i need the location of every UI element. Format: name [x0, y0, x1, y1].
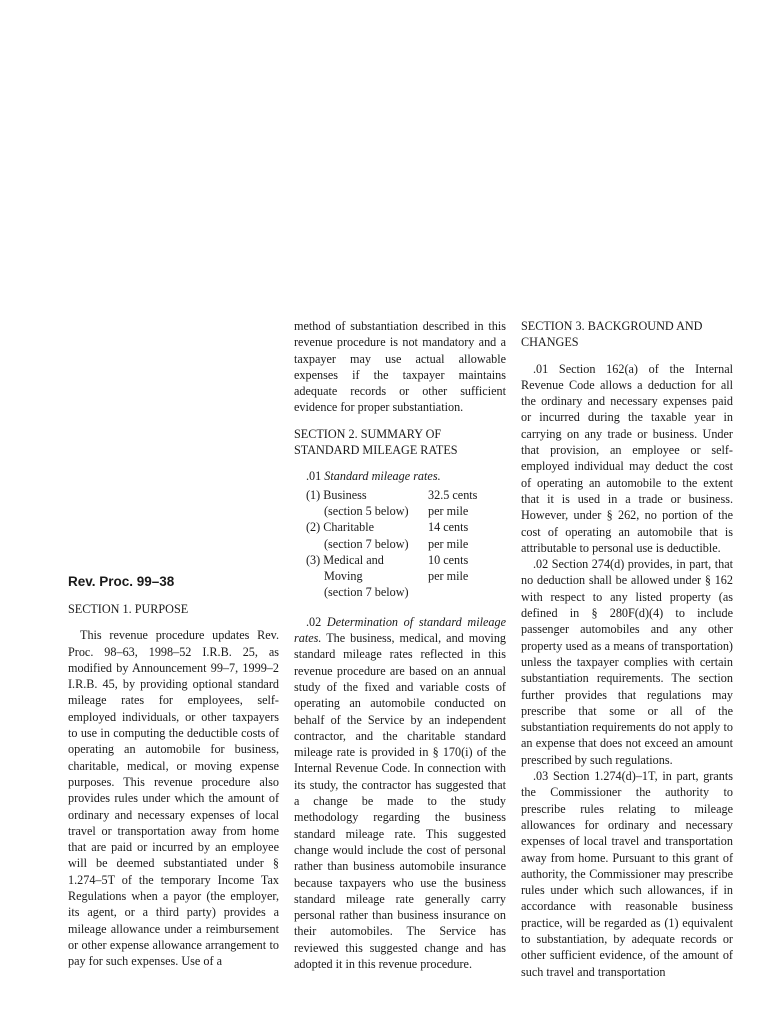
- column-3: [521, 318, 733, 980]
- subsection-01-heading: [294, 468, 506, 484]
- section-2-heading-line-1: SECTION 2. SUMMARY OF: [294, 426, 442, 441]
- subsection-01-number: .01: [306, 469, 322, 484]
- rate-value: 10 cents: [428, 552, 469, 567]
- rate-row-business-sub: [306, 503, 506, 519]
- rate-unit: per mile: [428, 503, 469, 518]
- rate-row-charitable: [306, 519, 506, 535]
- rate-value: 32.5 cents: [428, 487, 478, 502]
- subsection-01-title: Standard mileage rates.: [324, 469, 441, 484]
- rate-row-business: [306, 487, 506, 503]
- rate-label: (2) Charitable: [306, 520, 375, 535]
- document-title: Rev. Proc. 99–38: [68, 574, 175, 589]
- rate-row-charitable-sub: [306, 536, 506, 552]
- rate-label: (1) Business: [306, 487, 367, 502]
- rate-row-medical-sub: [306, 584, 506, 600]
- rate-section-ref: (section 7 below): [324, 536, 409, 551]
- subsection-02-paragraph: [294, 614, 506, 973]
- rate-unit: per mile: [428, 536, 469, 551]
- section-2-heading-line-2: STANDARD MILEAGE RATES: [294, 443, 458, 458]
- column-1: [68, 574, 279, 970]
- section-3-paragraph-02: .02 Section 274(d) provides, in part, that no deduction shall be allowed under § 162 with respect to any listed property (as defined in § 280F(d)(4) to include passenger automobiles and any other property used as a means of transportation) unless the taxpayer complies with certain substantiation requirements. The section further provides that regulations may prescribe that some or all of the substantiation requirements do not apply to an expense that does not exceed an amount prescribed by such regulations.: [521, 557, 733, 767]
- section-1-heading: SECTION 1. PURPOSE: [68, 602, 189, 616]
- rate-unit: per mile: [428, 569, 469, 584]
- subsection-02-number: .02: [306, 614, 322, 629]
- section-1-paragraph: This revenue procedure updates Rev. Proc. 98–63, 1998–52 I.R.B. 25, as modified by Announcement 99–7, 1999–2 I.R.B. 45, by providing optional standard mileage rates for employees, self-employed individuals, or other taxpayers to use in computing the deductible costs of operating an automobile for business, charitable, medical, or moving expense purposes. This revenue procedure also provides rules under which the amount of ordinary and necessary expenses of local travel or transportation away from home that are paid or incurred by an employee will be deemed substantiated under § 1.274–5T of the temporary Income Tax Regulations when a payor (the employer, its agent, or a third party) provides a mileage allowance under a reimbursement or other expense allowance arrangement to pay for such expenses. Use of a: [68, 628, 279, 969]
- rate-section-ref: (section 5 below): [324, 503, 409, 518]
- subsection-02-title: Determination of standard mileage rates.: [294, 614, 506, 646]
- mileage-rates-table: [306, 487, 506, 601]
- section-3-heading-line-2: CHANGES: [521, 335, 579, 350]
- column-2: [294, 318, 506, 972]
- rate-value: 14 cents: [428, 520, 469, 535]
- rate-section-ref: (section 7 below): [324, 585, 409, 600]
- section-3-paragraph-01: .01 Section 162(a) of the Internal Revenue Code allows a deduction for all the ordinary and necessary expenses paid or incurred during the taxable year in carrying on any trade or business. Under that provision, an employee or self-employed individual may deduct the cost of operating an automobile to the extent that it is used in a trade or business. However, under § 262, no portion of the cost of operating an automobile that is attributable to personal use is deductible.: [521, 361, 733, 555]
- rate-row-medical: [306, 552, 506, 568]
- continued-paragraph: method of substantiation described in this revenue procedure is not mandatory and a taxpayer may use actual allowable expenses if the taxpayer maintains adequate records or other sufficient evidence for proper substantiation.: [294, 319, 506, 415]
- section-3-paragraph-03: .03 Section 1.274(d)–1T, in part, grants the Commissioner the authority to prescribe rules relating to mileage allowances for ordinary and necessary expenses of local travel and transportation away from home. Pursuant to this grant of authority, the Commissioner may prescribe rules under which such allowances, if in accordance with reasonable business practice, will be regarded as (1) equivalent to substantiation, by adequate records or other sufficient evidence, of the amount of such travel and transportation: [521, 769, 733, 979]
- rate-label: (3) Medical and: [306, 552, 384, 567]
- rate-row-medical-moving: [306, 568, 506, 584]
- section-3-heading-line-1: SECTION 3. BACKGROUND AND: [521, 319, 703, 333]
- subsection-02-text: The business, medical, and moving standard mileage rates reflected in this revenue procedure are based on an annual study of the fixed and variable costs of operating an automobile conducted on behalf of the Service by an independent contractor, and the charitable standard mileage rate is provided in § 170(i) of the Internal Revenue Code. In connection with its study, the contractor has suggested that a change be made to the study methodology regarding the business standard mileage rate. This suggested change would include the cost of personal rather than business automobile insurance because taxpayers who use the business standard mileage rate generally carry personal rather than business insurance on their automobiles. The Service has reviewed this suggested change and has adopted it in this revenue procedure.: [294, 631, 507, 971]
- rate-label-continued: Moving: [324, 569, 363, 584]
